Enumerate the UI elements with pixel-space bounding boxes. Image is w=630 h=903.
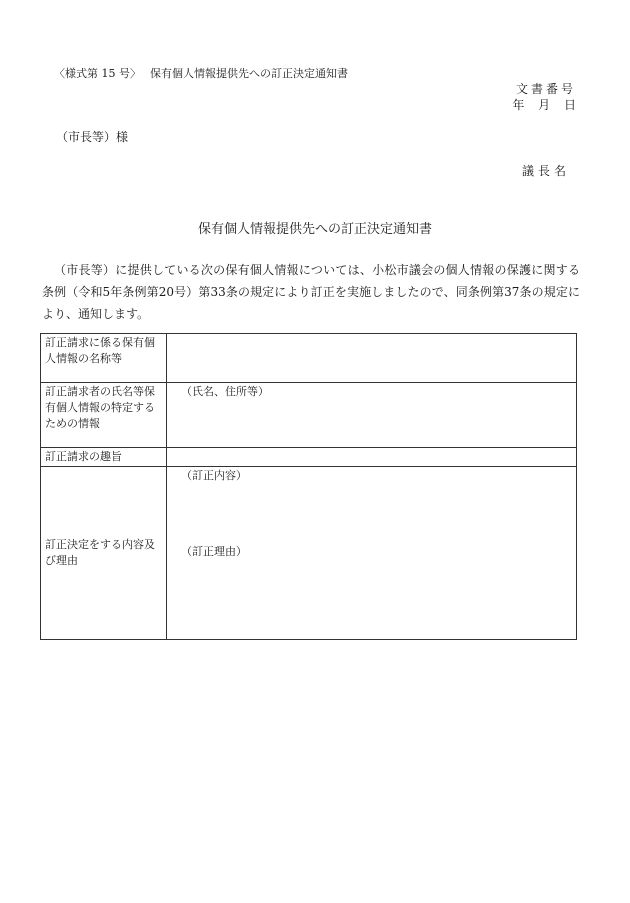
table-row xyxy=(41,448,577,467)
table-row xyxy=(41,467,577,640)
notice-table xyxy=(40,333,577,640)
table-row xyxy=(41,334,577,383)
document-date: 年 月 日 xyxy=(512,98,576,112)
table-row xyxy=(41,383,577,448)
correction-content-note: （訂正内容） xyxy=(181,469,247,482)
document-title: 保有個人情報提供先への訂正決定通知書 xyxy=(197,222,432,237)
row-label-requester: 訂正請求者の氏名等保有個人情報の特定するための情報 xyxy=(41,383,167,448)
addressee: （市長等）様 xyxy=(56,130,129,144)
document-number: 文書番号 xyxy=(515,82,576,96)
row-label-decision: 訂正決定をする内容及び理由 xyxy=(41,467,167,640)
row-label-info-name: 訂正請求に係る保有個人情報の名称等 xyxy=(41,334,167,383)
form-number-label: 〈様式第 15 号〉 保有個人情報提供先への訂正決定通知書 xyxy=(54,67,348,80)
sender-name: 議長名 xyxy=(521,164,570,178)
row-label-purpose: 訂正請求の趣旨 xyxy=(41,448,167,467)
row-value-requester: （氏名、住所等） xyxy=(167,383,577,448)
row-value-info-name xyxy=(167,334,577,383)
row-value-decision xyxy=(167,467,577,640)
body-paragraph: （市長等）に提供している次の保有個人情報については、小松市議会の個人情報の保護に関する条例（令和5年条例第20号）第33条の規定により訂正を実施しましたので、同条例第37条の規定により、通知します。 xyxy=(42,263,580,321)
correction-reason-note: （訂正理由） xyxy=(181,545,247,558)
row-value-purpose xyxy=(167,448,577,467)
